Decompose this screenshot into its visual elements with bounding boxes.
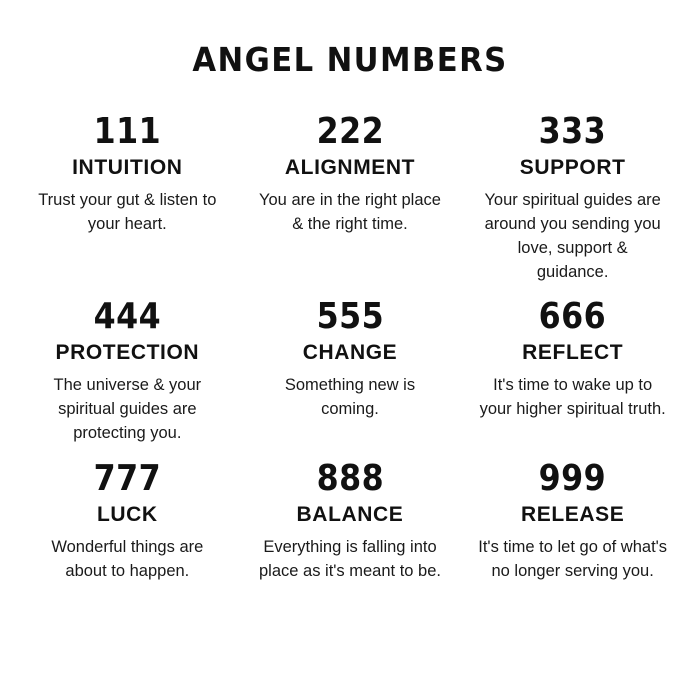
angel-number-value: 777: [93, 458, 162, 500]
angel-number-keyword: BALANCE: [296, 502, 404, 526]
page-title: ANGEL NUMBERS: [192, 40, 508, 79]
angel-number-keyword: INTUITION: [72, 155, 183, 179]
angel-number-value: 666: [538, 296, 607, 338]
angel-number-description: It's time to wake up to your higher spiritual truth.: [479, 376, 666, 419]
angel-number-description: It's time to let go of what's no longer serving you.: [478, 537, 668, 580]
angel-number-keyword: CHANGE: [302, 341, 398, 365]
angel-number-keyword: SUPPORT: [519, 155, 626, 179]
angel-number-value: 222: [316, 111, 384, 152]
angel-number-keyword: RELEASE: [520, 502, 625, 526]
angel-number-card-666: [463, 298, 682, 446]
angel-number-description: Everything is falling into place as it's meant to be.: [258, 537, 441, 580]
angel-number-value: 111: [93, 111, 162, 152]
angel-number-value: 999: [538, 458, 607, 500]
angel-number-keyword: REFLECT: [522, 341, 624, 365]
angel-number-value: 333: [538, 111, 607, 152]
angel-number-description: The universe & your spiritual guides are protecting you.: [53, 376, 202, 443]
angel-number-description: Trust your gut & listen to your heart.: [38, 190, 217, 233]
angel-number-value: 555: [316, 296, 384, 338]
angel-number-card-111: [18, 113, 237, 284]
angel-number-card-555: [241, 298, 460, 446]
angel-number-keyword: LUCK: [96, 502, 158, 526]
angel-number-keyword: ALIGNMENT: [284, 155, 416, 179]
angel-number-description: Your spiritual guides are around you sending you love, support & guidance.: [484, 190, 661, 281]
angel-number-card-333: [463, 113, 682, 284]
angel-number-card-444: [18, 298, 237, 446]
angel-number-description: Something new is coming.: [284, 376, 416, 419]
angel-number-card-222: [241, 113, 460, 284]
angel-number-keyword: PROTECTION: [55, 341, 200, 365]
angel-number-card-999: [463, 460, 682, 584]
angel-numbers-grid: [18, 113, 682, 584]
angel-number-description: Wonderful things are about to happen.: [51, 537, 204, 580]
angel-number-description: You are in the right place & the right time.: [259, 190, 441, 233]
angel-number-card-888: [241, 460, 460, 584]
angel-number-value: 444: [93, 296, 162, 338]
angel-number-value: 888: [316, 458, 384, 500]
angel-number-card-777: [18, 460, 237, 584]
